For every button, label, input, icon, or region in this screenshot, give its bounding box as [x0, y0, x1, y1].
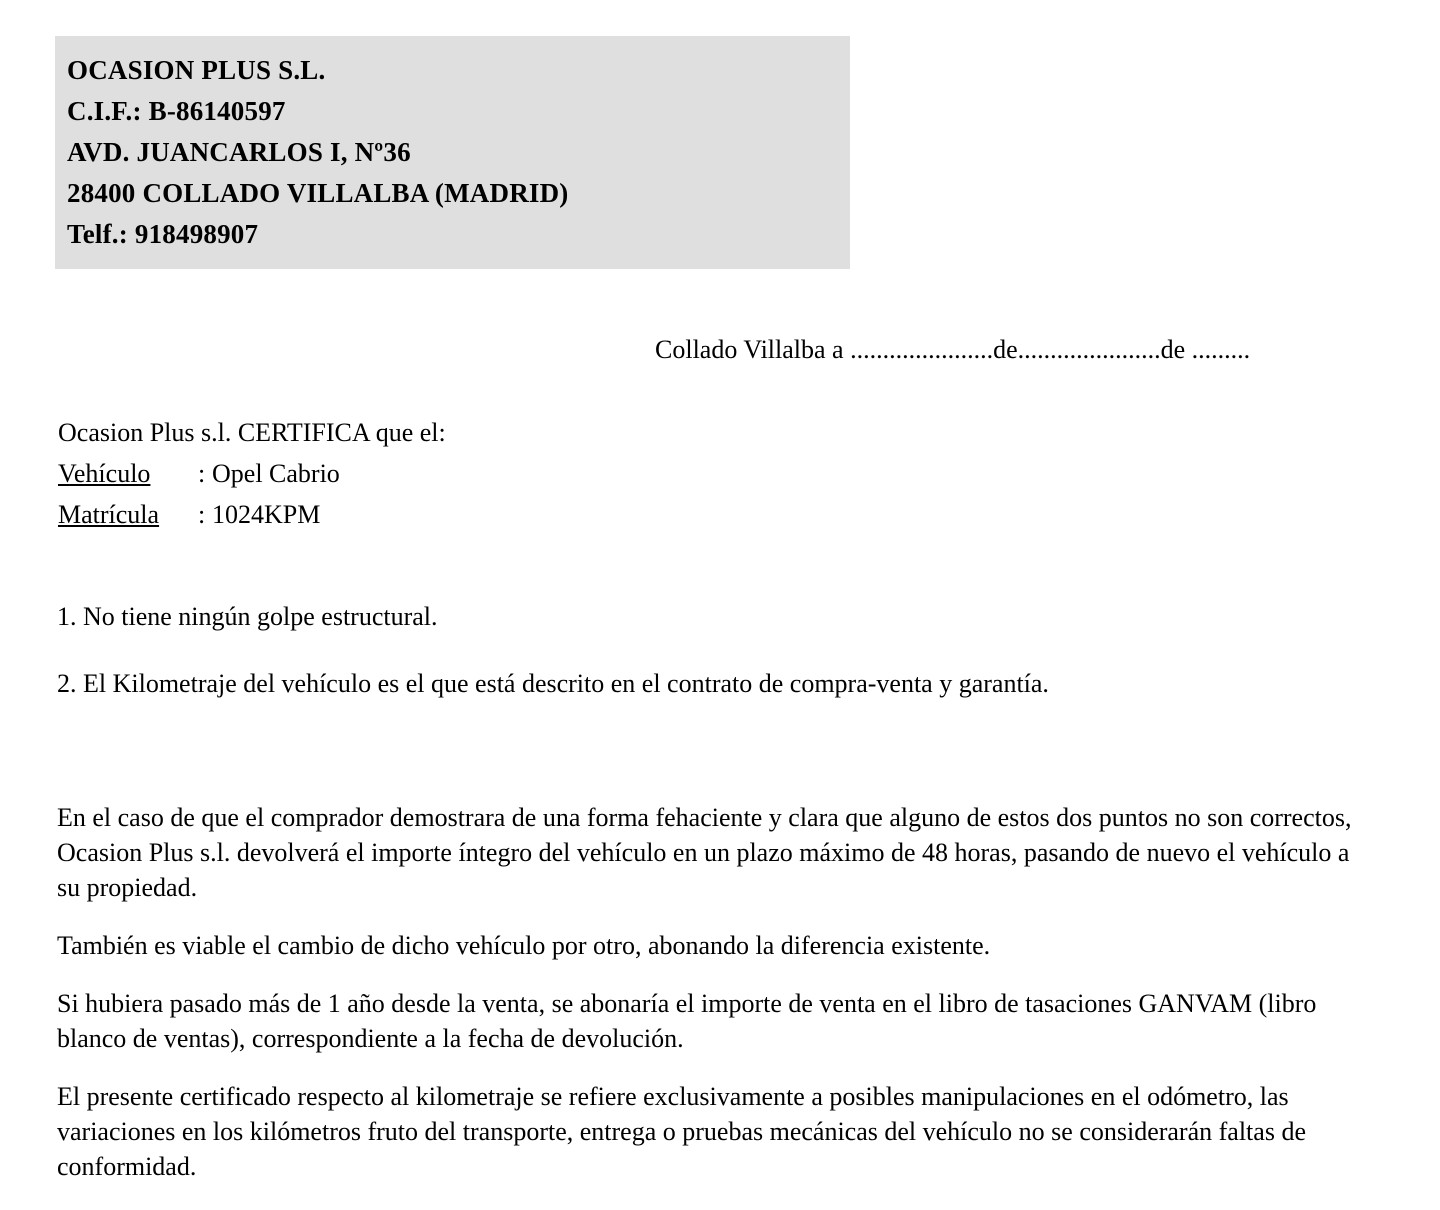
date-line: Collado Villalba a ......................de......................de ......... [655, 335, 1251, 364]
company-name: OCASION PLUS S.L. [67, 55, 326, 85]
point-item: 1. No tiene ningún golpe estructural. [57, 602, 438, 631]
field-vehiculo [58, 455, 446, 493]
field-matricula-separator: : [198, 500, 206, 529]
field-matricula-label: Matrícula [58, 500, 160, 529]
paragraph: También es viable el cambio de dicho vehículo por otro, abonando la diferencia existente. [57, 931, 991, 960]
company-header-block [55, 36, 850, 269]
field-matricula-value: 1024KPM [212, 500, 321, 529]
certification-block [58, 414, 446, 534]
points-list [57, 600, 1387, 734]
field-vehiculo-value: Opel Cabrio [212, 459, 340, 488]
company-address-street: AVD. JUANCARLOS I, Nº36 [67, 137, 411, 167]
paragraph: El presente certificado respecto al kilometraje se refiere exclusivamente a posibles manipulaciones en el odómetro, las variaciones en los kilómetros fruto del transporte, entrega o pruebas mecánicas del vehículo no se considerarán faltas de conformidad. [57, 1082, 1306, 1181]
field-matricula [58, 496, 446, 534]
certification-intro: Ocasion Plus s.l. CERTIFICA que el: [58, 418, 446, 447]
company-cif: C.I.F.: B-86140597 [67, 96, 286, 126]
company-address-city: 28400 COLLADO VILLALBA (MADRID) [67, 178, 569, 208]
field-vehiculo-label: Vehículo [58, 459, 151, 488]
field-vehiculo-separator: : [198, 459, 206, 488]
paragraph: En el caso de que el comprador demostrara de una forma fehaciente y clara que alguno de estos dos puntos no son correctos, Ocasion Plus s.l. devolverá el importe íntegro del vehículo en un plazo máximo de 48 horas, pasando de nuevo el vehículo a su propiedad. [57, 803, 1352, 902]
paragraph: Si hubiera pasado más de 1 año desde la venta, se abonaría el importe de venta en el libro de tasaciones GANVAM (libro blanco de ventas), correspondiente a la fecha de devolución. [57, 989, 1317, 1053]
body-paragraphs [57, 800, 1367, 1207]
point-item: 2. El Kilometraje del vehículo es el que está descrito en el contrato de compra-venta y garantía. [57, 669, 1049, 698]
company-phone: Telf.: 918498907 [67, 219, 259, 249]
